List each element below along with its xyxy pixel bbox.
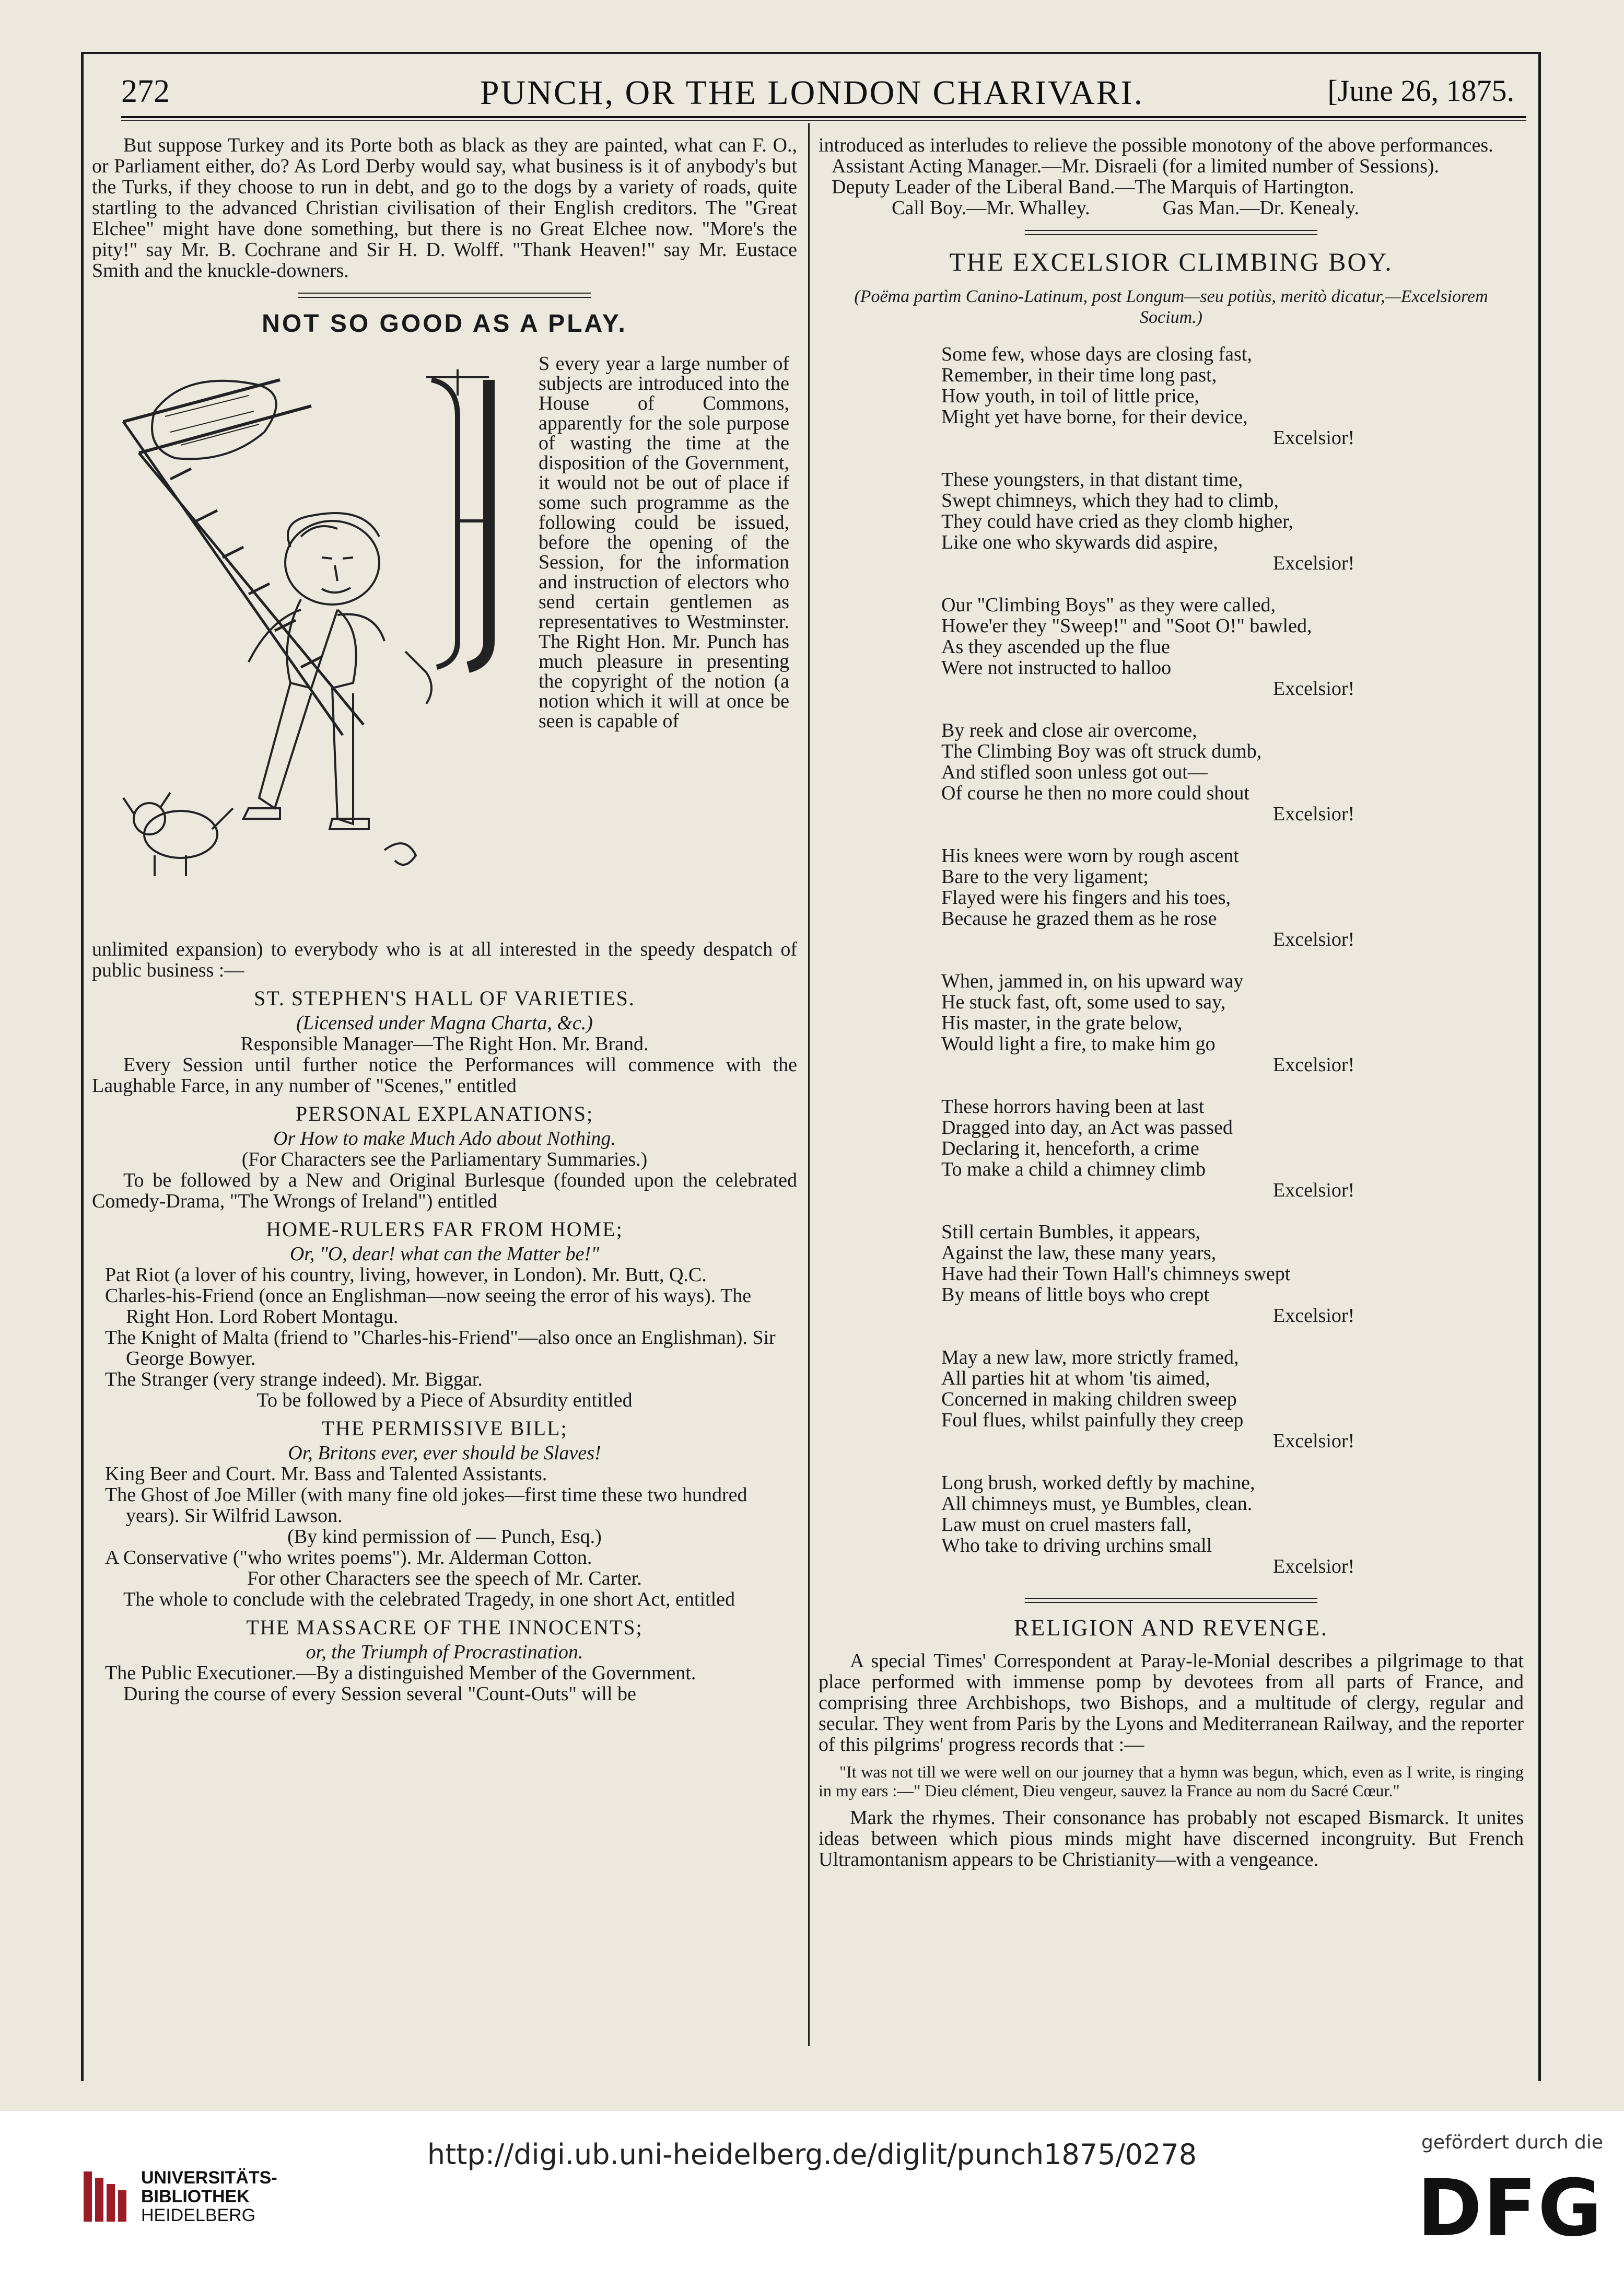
poem-stanza (941, 1222, 1524, 1326)
library-name-line: BIBLIOTHEK (141, 2187, 250, 2206)
cast-entry: (By kind permission of — Punch, Esq.) (287, 1526, 602, 1548)
count-outs-paragraph: During the course of every Session several "Count-Outs" will be (123, 1683, 636, 1705)
poem-refrain: Excelsior! (1273, 1054, 1355, 1076)
poem-stanza (941, 1347, 1524, 1451)
source-url[interactable]: http://digi.ub.uni-heidelberg.de/diglit/punch1875/0278 (427, 2138, 1197, 2171)
poem-line: Foul flues, whilst painfully they creep (941, 1409, 1244, 1431)
poem-line: They could have cried as they clomb higher, (941, 510, 1293, 532)
poem-line: Still certain Bumbles, it appears, (941, 1221, 1201, 1243)
poem-line: All chimneys must, ye Bumbles, clean. (941, 1493, 1253, 1515)
cast-entry: A Conservative ("who writes poems"). Mr. Alderman Cotton. (105, 1547, 592, 1569)
call-boy-entry: Call Boy.—Mr. Whalley. (892, 197, 1090, 219)
library-name-line: HEIDELBERG (141, 2205, 256, 2225)
poem-line: By means of little boys who crept (941, 1284, 1209, 1306)
home-rulers-title: HOME-RULERS FAR FROM HOME; (266, 1217, 623, 1241)
poem-line: Have had their Town Hall's chimneys swept (941, 1263, 1291, 1285)
personal-explanations-subtitle: Or How to make Much Ado about Nothing. (273, 1128, 616, 1149)
cast-entry: Deputy Leader of the Liberal Band.—The Marquis of Hartington. (832, 176, 1354, 198)
poem-line: Who take to driving urchins small (941, 1535, 1212, 1556)
poem-line: His master, in the grate below, (941, 1012, 1183, 1034)
poem-refrain: Excelsior! (1273, 1430, 1355, 1452)
executioner-line: The Public Executioner.—By a distinguished Member of the Government. (105, 1662, 696, 1684)
illustration-block (92, 348, 797, 939)
poem-line: Declaring it, henceforth, a crime (941, 1137, 1199, 1159)
home-rulers-subtitle: Or, "O, dear! what can the Matter be!" (289, 1243, 600, 1265)
climbing-boy-illustration (92, 348, 531, 939)
header-rule (121, 116, 1526, 121)
carter-line: For other Characters see the speech of Mr. Carter. (247, 1567, 642, 1589)
poem-line: Like one who skywards did aspire, (941, 531, 1218, 553)
poem-subtitle: (Poëma partìm Canino-Latinum, post Longum—seu potiùs, meritò dicatur,—Excelsiorem Socium.) (854, 287, 1488, 327)
poem-line: Were not instructed to halloo (941, 657, 1172, 679)
library-emblem-icon (84, 2171, 131, 2222)
burlesque-paragraph: To be followed by a New and Original Burlesque (founded upon the celebrated Comedy-Drama, "The Wrongs of Ireland") entitled (92, 1169, 797, 1212)
poem-line: Dragged into day, an Act was passed (941, 1117, 1233, 1138)
dfg-logo: DFG (1417, 2163, 1603, 2254)
column-divider (808, 123, 810, 2046)
poem-line: When, jammed in, on his upward way (941, 970, 1244, 992)
hall-subtitle: (Licensed under Magna Charta, &c.) (296, 1012, 593, 1034)
play-continued: unlimited expansion) to everybody who is at all interested in the speedy despatch of public business :— (92, 938, 797, 981)
religion-paragraph: A special Times' Correspondent at Paray-le-Monial describes a pilgrimage to that place performed with immense pomp by devotees from all parts of France, and comprising three Archbishops, two Bishops, and a multitude of clergy, regular and secular. They went from Paris by the Lyons and Mediterranean Railway, and the reporter of this pilgrims' progress records that :— (819, 1650, 1524, 1756)
poem-stanza (941, 720, 1524, 824)
poem-line: Some few, whose days are closing fast, (941, 343, 1252, 365)
poem-line: Of course he then no more could shout (941, 782, 1249, 804)
poem-line: Remember, in their time long past, (941, 364, 1217, 386)
poem-stanza (941, 595, 1524, 699)
poem-line: As they ascended up the flue (941, 636, 1170, 658)
left-column (92, 135, 797, 1704)
poem-line: And stifled soon unless got out— (941, 761, 1208, 783)
page-number: 272 (121, 74, 170, 109)
poem-line: Swept chimneys, which they had to climb, (941, 490, 1279, 512)
poem-line: Law must on cruel masters fall, (941, 1514, 1192, 1536)
poem-refrain: Excelsior! (1273, 552, 1355, 574)
poem-line: Might yet have borne, for their device, (941, 406, 1248, 428)
responsible-manager: Responsible Manager—The Right Hon. Mr. Brand. (240, 1033, 649, 1055)
poem-line: Howe'er they "Sweep!" and "Soot O!" bawled, (941, 615, 1312, 637)
poem-refrain: Excelsior! (1273, 1179, 1355, 1201)
poem-stanza (941, 344, 1524, 448)
cast-entry: The Ghost of Joe Miller (with many fine old jokes—first time these two hundred years). Sir Wilfrid Lawson. (105, 1484, 747, 1527)
poem-stanza (941, 1472, 1524, 1577)
article-heading: NOT SO GOOD AS A PLAY. (262, 310, 627, 338)
poem-line: How youth, in toil of little price, (941, 385, 1199, 407)
personal-explanations-title: PERSONAL EXPLANATIONS; (295, 1102, 594, 1125)
poem-stanza (941, 469, 1524, 574)
poem-line: Because he grazed them as he rose (941, 908, 1217, 930)
poem-line: Concerned in making children sweep (941, 1388, 1237, 1410)
poem-refrain: Excelsior! (1273, 1555, 1355, 1577)
poem-line: By reek and close air overcome, (941, 719, 1197, 741)
cast-entry: Charles-his-Friend (once an Englishman—now seeing the error of his ways). The Right Hon. Lord Robert Montagu. (105, 1285, 752, 1328)
cast-entry: The Knight of Malta (friend to "Charles-his-Friend"—also once an Englishman). Sir George Bowyer. (105, 1327, 776, 1369)
permissive-bill-subtitle: Or, Britons ever, ever should be Slaves! (288, 1442, 601, 1464)
poem-line: To make a child a chimney climb (941, 1158, 1206, 1180)
gas-man-entry: Gas Man.—Dr. Kenealy. (1162, 197, 1360, 219)
religion-title: RELIGION AND REVENGE. (1014, 1615, 1328, 1641)
tragedy-paragraph: The whole to conclude with the celebrated Tragedy, in one short Act, entitled (123, 1588, 735, 1610)
poem-line: Flayed were his fingers and his toes, (941, 887, 1231, 909)
section-rule (1025, 1598, 1317, 1603)
poem-refrain: Excelsior! (1273, 928, 1355, 950)
interludes-paragraph: introduced as interludes to relieve the possible monotony of the above performances. (819, 134, 1493, 156)
section-rule (298, 293, 591, 298)
section-rule (1025, 230, 1317, 235)
absurdity-line: To be followed by a Piece of Absurdity entitled (256, 1389, 633, 1411)
turkey-paragraph: But suppose Turkey and its Porte both as black as they are painted, what can F. O., or Parliament either, do? As Lord Derby would say, what business is it of anybody's but the Turks, if they choose to run in debt, and go to the dogs by a variety of roads, quite startling to the advanced Christian civilisation of their English creditors. The "Great Elchee" might have done something, but there is no Great Elchee now. "More's the pity!" say Mr. B. Cochrane and Sir H. D. Wolff. "Thank Heaven!" say Mr. Eustace Smith and the knuckle-downers. (92, 134, 797, 282)
massacre-title: THE MASSACRE OF THE INNOCENTS; (246, 1616, 643, 1639)
session-paragraph: Every Session until further notice the Performances will commence with the Laughable Farce, in any number of "Scenes," entitled (92, 1054, 797, 1097)
masthead-title: PUNCH, OR THE LONDON CHARIVARI. (480, 74, 1144, 112)
poem-stanza (941, 845, 1524, 950)
cast-entry: The Stranger (very strange indeed). Mr. Biggar. (105, 1368, 483, 1390)
poem-stanza (941, 971, 1524, 1075)
poem-line: All parties hit at whom 'tis aimed, (941, 1367, 1210, 1389)
poem-line: Bare to the very ligament; (941, 866, 1149, 888)
hall-title: ST. STEPHEN'S HALL OF VARIETIES. (254, 986, 635, 1010)
religion-conclusion: Mark the rhymes. Their consonance has probably not escaped Bismarck. It unites ideas between which pious minds might have discerned incongruity. But French Ultramontanism appears to be Christianity—with a vengeance. (819, 1807, 1524, 1871)
funding-caption: gefördert durch die (1421, 2132, 1603, 2153)
library-logo (89, 2168, 277, 2225)
poem-refrain: Excelsior! (1273, 1305, 1355, 1327)
poem-refrain: Excelsior! (1273, 678, 1355, 700)
poem-body (819, 344, 1524, 1577)
cast-entry: Assistant Acting Manager.—Mr. Disraeli (for a limited number of Sessions). (832, 155, 1440, 177)
poem-line: Our "Climbing Boys" as they were called, (941, 594, 1276, 616)
religion-quote: "It was not till we were well on our journey that a hymn was begun, which, even as I write, is ringing in my ears :—" Dieu clément, Dieu vengeur, sauvez la France au nom du Sacré Cœur." (819, 1762, 1524, 1800)
permissive-bill-title: THE PERMISSIVE BILL; (321, 1416, 568, 1440)
poem-line: His knees were worn by rough ascent (941, 845, 1239, 867)
poem-stanza (941, 1096, 1524, 1201)
poem-line: These youngsters, in that distant time, (941, 469, 1243, 491)
play-text: S every year a large number of subjects are introduced into the House of Commons, apparently for the sole purpose of wasting the time at the disposition of the Government, it would not be out of place if some such programme as the following could be issued, before the opening of the Session, for the information and instruction of electors who send certain gentlemen as representatives to Westminster. The Right Hon. Mr. Punch has much pleasure in presenting the copyright of the notion (a notion which it will at once be seen is capable of (539, 353, 789, 732)
poem-line: Against the law, these many years, (941, 1242, 1217, 1264)
issue-date: [June 26, 1875. (1327, 74, 1514, 108)
right-column (819, 135, 1524, 1870)
poem-line: The Climbing Boy was oft struck dumb, (941, 740, 1262, 762)
poem-line: Long brush, worked deftly by machine, (941, 1472, 1255, 1494)
library-name-line: UNIVERSITÄTS- (141, 2168, 277, 2188)
poem-refrain: Excelsior! (1273, 803, 1355, 825)
cast-entry: Pat Riot (a lover of his country, living, however, in London). Mr. Butt, Q.C. (105, 1264, 707, 1286)
poem-refrain: Excelsior! (1273, 427, 1355, 449)
massacre-subtitle: or, the Triumph of Procrastination. (306, 1641, 583, 1663)
poem-line: He stuck fast, oft, some used to say, (941, 991, 1226, 1013)
poem-line: May a new law, more strictly framed, (941, 1346, 1239, 1368)
poem-line: Would light a fire, to make him go (941, 1033, 1216, 1055)
poem-title: THE EXCELSIOR CLIMBING BOY. (949, 247, 1393, 276)
poem-line: These horrors having been at last (941, 1096, 1205, 1118)
cast-entry: King Beer and Court. Mr. Bass and Talented Assistants. (105, 1463, 547, 1485)
personal-explanations-characters: (For Characters see the Parliamentary Summaries.) (241, 1148, 648, 1170)
